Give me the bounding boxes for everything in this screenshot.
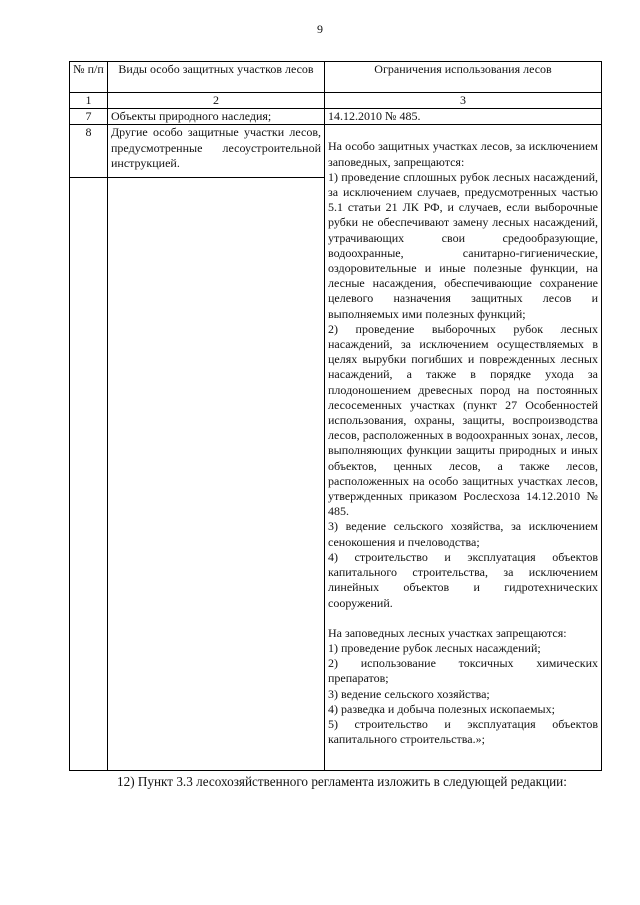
closing-paragraph: 12) Пункт 3.3 лесохозяйственного регламента изложить в следующей редакции: bbox=[117, 774, 567, 789]
reserve-intro: На заповедных лесных участках запрещаются: bbox=[328, 625, 567, 640]
header-num: № п/п bbox=[70, 62, 108, 93]
row-kind: Другие особо защитные участки лесов, предусмотренные лесоустроительной инструкцией. bbox=[108, 125, 325, 178]
limits-intro: На особо защитных участках лесов, за исключением заповедных, запрещаются: bbox=[328, 139, 598, 169]
limits-item: 4) строительство и эксплуатация объектов капитального строительства, за исключением линейных объектов и гидротехнических сооружений. bbox=[328, 549, 598, 610]
table-row bbox=[70, 109, 602, 125]
row-limit: 14.12.2010 № 485. bbox=[325, 109, 602, 125]
limits-item: 3) ведение сельского хозяйства, за исключением сенокошения и пчеловодства; bbox=[328, 519, 598, 549]
empty-cell bbox=[70, 178, 108, 771]
column-numbers-row bbox=[70, 93, 602, 109]
reserve-item: 3) ведение сельского хозяйства; bbox=[328, 686, 490, 701]
restrictions-table bbox=[69, 61, 602, 771]
column-number: 3 bbox=[325, 93, 602, 109]
header-limit: Ограничения использования лесов bbox=[325, 62, 602, 93]
reserve-item: 2) использование токсичных химических препаратов; bbox=[328, 656, 598, 686]
limits-item: 1) проведение сплошных рубок лесных насаждений, за исключением случаев, предусмотренных частью 5.1 статьи 21 ЛК РФ, и случаев, если выборочные рубки не обеспечивают замену лесных насаждений, утрачивающих свои средообразующие, водоохранные, санитарно-гигиенические, оздоровительные и иные полезные функции, на лесные насаждения, обеспечивающие сохранение целевого назначения защитных лесов и выполняемых ими полезных функций; bbox=[328, 169, 598, 321]
table-header-row bbox=[70, 62, 602, 93]
row-num: 8 bbox=[70, 125, 108, 178]
page-number: 9 bbox=[317, 22, 323, 36]
column-number: 2 bbox=[108, 93, 325, 109]
row-num: 7 bbox=[70, 109, 108, 125]
header-kind: Виды особо защитных участков лесов bbox=[108, 62, 325, 93]
column-number: 1 bbox=[70, 93, 108, 109]
row-limit bbox=[325, 125, 602, 771]
limits-item: 2) проведение выборочных рубок лесных насаждений, за исключением осуществляемых в целях вырубки погибших и поврежденных лесных насаждений, а также в порядке ухода за плодоношением древесных пород на постоянных лесосеменных участках (пункт 27 Особенностей использования, охраны, защиты, воспроизводства лесов, расположенных в водоохранных зонах, лесов, выполняющих функции защиты природных и иных объектов, ценных лесов, а также лесов, расположенных на особо защитных участках лесов, утвержденных приказом Рослесхоза 14.12.2010 № 485. bbox=[328, 321, 598, 519]
reserve-item: 1) проведение рубок лесных насаждений; bbox=[328, 640, 541, 655]
empty-cell bbox=[108, 178, 325, 771]
reserve-item: 4) разведка и добыча полезных ископаемых; bbox=[328, 701, 555, 716]
table-row bbox=[70, 125, 602, 178]
row-kind: Объекты природного наследия; bbox=[108, 109, 325, 125]
reserve-item: 5) строительство и эксплуатация объектов капитального строительства.»; bbox=[328, 716, 598, 747]
